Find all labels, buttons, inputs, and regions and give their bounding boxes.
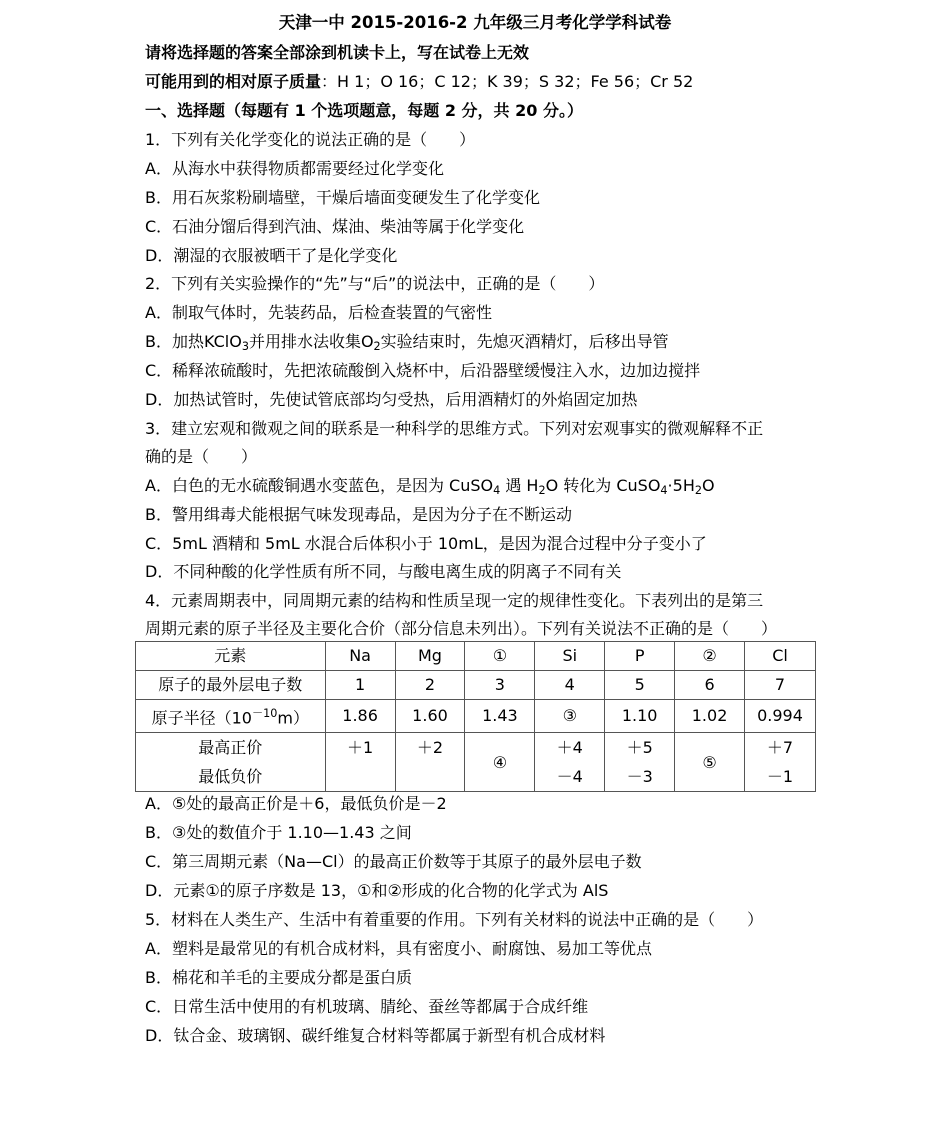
table-cell: ④ xyxy=(465,733,535,792)
table-cell: 1.86 xyxy=(325,700,395,733)
question-5-option-a: A．塑料是最常见的有机合成材料，具有密度小、耐腐蚀、易加工等优点 xyxy=(145,939,652,958)
q2-b-text-3: 实验结束时，先熄灭酒精灯，后移出导管 xyxy=(380,332,669,351)
question-3-option-d: D．不同种酸的化学性质有所不同，与酸电离生成的阴离子不同有关 xyxy=(145,562,622,581)
question-2-option-b xyxy=(145,327,845,356)
min-valence-label: 最低负价 xyxy=(198,767,263,787)
table-cell: 1.60 xyxy=(395,700,465,733)
question-2-stem: 2．下列有关实验操作的“先”与“后”的说法中，正确的是（ ） xyxy=(145,274,605,293)
header-cell: Mg xyxy=(395,642,465,671)
q2-b-text-2: 并用排水法收集O xyxy=(248,332,374,351)
periodic-element-table xyxy=(135,641,816,792)
question-4-option-d: D．元素①的原子序数是 13，①和②形成的化合物的化学式为 AlS xyxy=(145,881,609,900)
table-cell: 3 xyxy=(465,671,535,700)
section-title: 一、选择题（每题有 1 个选项题意，每题 2 分，共 20 分。） xyxy=(145,101,583,120)
table-header-row xyxy=(136,642,816,671)
si-min-valence: －4 xyxy=(556,767,583,787)
question-5-option-b: B．棉花和羊毛的主要成分都是蛋白质 xyxy=(145,968,412,987)
q2-b-text-1: B．加热KClO xyxy=(145,332,242,351)
cl-min-valence: －1 xyxy=(766,767,794,787)
question-1-option-b: B．用石灰浆粉刷墙壁，干燥后墙面变硬发生了化学变化 xyxy=(145,188,540,207)
header-cell: P xyxy=(605,642,675,671)
question-5-stem: 5．材料在人类生产、生活中有着重要的作用。下列有关材料的说法中正确的是（ ） xyxy=(145,910,764,929)
table-row xyxy=(136,671,816,700)
p-min-valence: －3 xyxy=(626,767,653,787)
radius-label-exponent: －10 xyxy=(251,707,278,720)
table-cell: ③ xyxy=(535,700,605,733)
row-label xyxy=(136,733,326,792)
question-4-option-b: B．③处的数值介于 1.10—1.43 之间 xyxy=(145,823,412,842)
question-4-stem-line-1: 4．元素周期表中，同周期元素的结构和性质呈现一定的规律性变化。下表列出的是第三 xyxy=(145,591,764,610)
si-max-valence: ＋4 xyxy=(556,738,583,758)
atomic-mass-values: ：H 1；O 16；C 12；K 39；S 32；Fe 56；Cr 52 xyxy=(321,72,694,91)
question-5-option-c: C．日常生活中使用的有机玻璃、腈纶、蚕丝等都属于合成纤维 xyxy=(145,997,589,1016)
question-3-option-a xyxy=(145,471,845,500)
q2-b-subscript-2: 2 xyxy=(373,339,381,353)
question-1-stem: 1．下列有关化学变化的说法正确的是（ ） xyxy=(145,130,476,149)
q3-a-text-4: ·5H xyxy=(667,476,695,495)
table-cell: 4 xyxy=(535,671,605,700)
question-5-option-d: D．钛合金、玻璃钢、碳纤维复合材料等都属于新型有机合成材料 xyxy=(145,1026,606,1045)
question-3-stem-line-2: 确的是（ ） xyxy=(145,447,258,466)
question-2-option-c: C．稀释浓硫酸时，先把浓硫酸倒入烧杯中，后沿器壁缓慢注入水，边加边搅拌 xyxy=(145,361,701,380)
header-cell: Si xyxy=(535,642,605,671)
header-cell: ① xyxy=(465,642,535,671)
table-row xyxy=(136,700,816,733)
question-1-option-a: A．从海水中获得物质都需要经过化学变化 xyxy=(145,159,444,178)
q2-b-subscript-1: 3 xyxy=(241,339,249,353)
question-2-option-d: D．加热试管时，先使试管底部均匀受热，后用酒精灯的外焰固定加热 xyxy=(145,390,638,409)
answer-notice: 请将选择题的答案全部涂到机读卡上，写在试卷上无效 xyxy=(145,43,530,62)
q3-a-sub-1: 4 xyxy=(493,483,501,497)
question-1-option-d: D．潮湿的衣服被晒干了是化学变化 xyxy=(145,246,398,265)
table-cell xyxy=(605,733,675,792)
q3-a-sub-3: 4 xyxy=(660,483,668,497)
table-cell: 6 xyxy=(675,671,745,700)
table-cell: 0.994 xyxy=(745,700,816,733)
q3-a-sub-4: 2 xyxy=(694,483,702,497)
question-3-option-b: B．警用缉毒犬能根据气味发现毒品，是因为分子在不断运动 xyxy=(145,505,572,524)
table-cell: 1 xyxy=(325,671,395,700)
table-cell: 2 xyxy=(395,671,465,700)
table-row xyxy=(136,733,816,792)
header-cell: ② xyxy=(675,642,745,671)
row-label xyxy=(136,700,326,733)
max-valence-label: 最高正价 xyxy=(198,738,263,758)
table-cell: ＋2 xyxy=(395,733,465,792)
atomic-mass-line xyxy=(145,67,845,96)
table-cell: ＋1 xyxy=(325,733,395,792)
question-3-option-c: C．5mL 酒精和 5mL 水混合后体积小于 10mL，是因为混合过程中分子变小了 xyxy=(145,534,707,553)
q3-a-text-5: O xyxy=(701,476,715,495)
radius-label-unit: m） xyxy=(277,708,310,728)
atomic-mass-label: 可能用到的相对原子质量 xyxy=(145,72,322,91)
exam-title: 天津一中 2015-2016-2 九年级三月考化学学科试卷 xyxy=(278,13,672,32)
question-4-option-a: A．⑤处的最高正价是＋6，最低负价是－2 xyxy=(145,794,447,813)
p-max-valence: ＋5 xyxy=(626,738,653,758)
header-cell: Cl xyxy=(745,642,816,671)
radius-label-text: 原子半径（10 xyxy=(151,708,252,728)
table-cell: 1.43 xyxy=(465,700,535,733)
header-cell: 元素 xyxy=(136,642,326,671)
table-cell: 5 xyxy=(605,671,675,700)
table-cell xyxy=(535,733,605,792)
header-cell: Na xyxy=(325,642,395,671)
table-cell: 7 xyxy=(745,671,816,700)
table-cell: 1.10 xyxy=(605,700,675,733)
row-label: 原子的最外层电子数 xyxy=(136,671,326,700)
table-cell xyxy=(745,733,816,792)
question-3-stem-line-1: 3．建立宏观和微观之间的联系是一种科学的思维方式。下列对宏观事实的微观解释不正 xyxy=(145,419,764,438)
q3-a-text-3: O 转化为 CuSO xyxy=(545,476,661,495)
cl-max-valence: ＋7 xyxy=(766,738,794,758)
question-1-option-c: C．石油分馏后得到汽油、煤油、柴油等属于化学变化 xyxy=(145,217,525,236)
question-2-option-a: A．制取气体时，先装药品，后检查装置的气密性 xyxy=(145,303,492,322)
table-cell: 1.02 xyxy=(675,700,745,733)
table-cell: ⑤ xyxy=(675,733,745,792)
question-4-option-c: C．第三周期元素（Na—Cl）的最高正价数等于其原子的最外层电子数 xyxy=(145,852,642,871)
q3-a-text-2: 遇 H xyxy=(500,476,539,495)
q3-a-text-1: A．白色的无水硫酸铜遇水变蓝色，是因为 CuSO xyxy=(145,476,494,495)
q3-a-sub-2: 2 xyxy=(538,483,546,497)
question-4-stem-line-2: 周期元素的原子半径及主要化合价（部分信息未列出）。下列有关说法不正确的是（ ） xyxy=(145,619,778,638)
